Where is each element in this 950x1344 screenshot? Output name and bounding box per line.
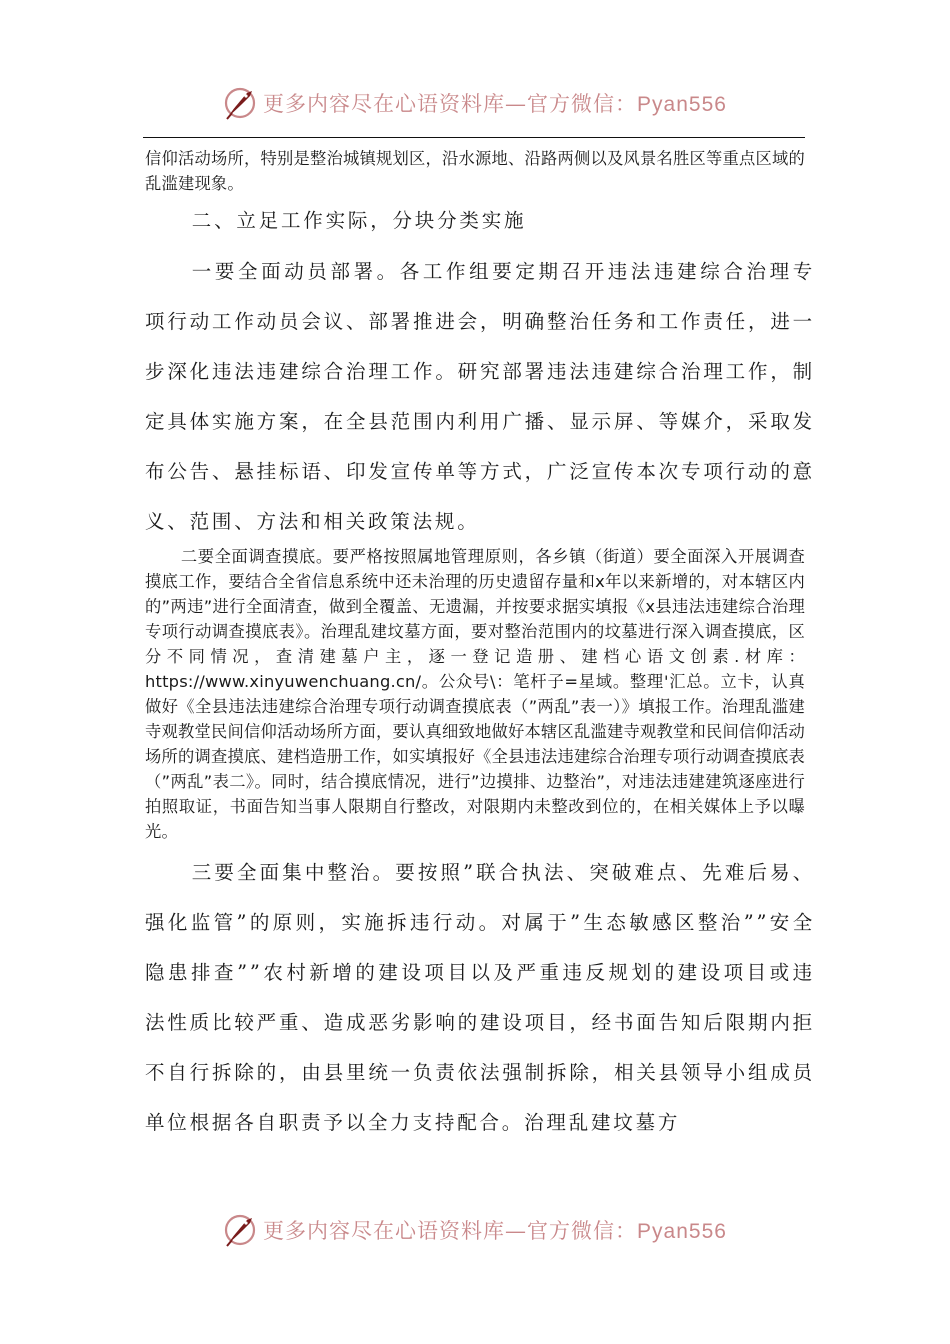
paragraph-mobilization: 一要全面动员部署。各工作组要定期召开违法违建综合治理专项行动工作动员会议、部署推进会，明确整治任务和工作责任，进一步深化违法违建综合治理工作。研究部署违法违建综合治理工作，制定具体实施方案，在全县范围内利用广播、显示屏、等媒介，采取发布公告、悬挂标语、印发宣传单等方式，广泛宣传本次专项行动的意义、范围、方法和相关政策法规。 [145,260,815,533]
header-banner [0,83,950,123]
pen-nib-logo-icon [223,1212,259,1248]
pen-nib-logo-icon [223,85,259,121]
header-divider [143,137,805,138]
paragraph-continuation: 信仰活动场所，特别是整治城镇规划区，沿水源地、沿路两侧以及风景名胜区等重点区域的乱滥建现象。 [145,149,805,193]
header-wechat-id: Pyan556 [637,93,727,116]
footer-banner-text: 更多内容尽在心语资料库—官方微信：Pyan556 [263,1219,727,1243]
section-heading-2: 二、立足工作实际，分块分类实施 [191,209,527,232]
footer-wechat-id: Pyan556 [637,1220,727,1243]
header-banner-text: 更多内容尽在心语资料库—官方微信：Pyan556 [263,92,727,116]
paragraph-rectification: 三要全面集中整治。要按照”联合执法、突破难点、先难后易、强化监管”的原则，实施拆违行动。对属于”生态敏感区整治””安全隐患排查””农村新增的建设项目以及严重违反规划的建设项目或违法性质比较严重、造成恶劣影响的建设项目，经书面告知后限期内拒不自行拆除的，由县里统一负责依法强制拆除，相关县领导小组成员单位根据各自职责予以全力支持配合。治理乱建坟墓方 [145,861,815,1134]
paragraph-survey: 二要全面调查摸底。要严格按照属地管理原则，各乡镇（街道）要全面深入开展调查摸底工作，要结合全省信息系统中还未治理的历史遗留存量和x年以来新增的，对本辖区内的”两违”进行全面清查，做到全覆盖、无遗漏，并按要求据实填报《x县违法违建综合治理专项行动调查摸底表》。治理乱建坟墓方面，要对整治范围内的坟墓进行深入调查摸底，区分不同情况，查清建墓户主，逐一登记造册、建档心语文创素.材库：https://www.xinyuwenchuang.cn/。公众号\：笔杆子=星域。整理'汇总。立卡，认真做好《全县违法违建综合治理专项行动调查摸底表（”两乱”表一）》填报工作。治理乱滥建寺观教堂民间信仰活动场所方面，要认真细致地做好本辖区乱滥建寺观教堂和民间信仰活动场所的调查摸底、建档造册工作，如实填报好《全县违法违建综合治理专项行动调查摸底表（”两乱”表二》。同时，结合摸底情况，进行”边摸排、边整治”，对违法违建建筑逐座进行拍照取证，书面告知当事人限期自行整改，对限期内未整改到位的，在相关媒体上予以曝光。 [145,547,805,841]
footer-banner [0,1210,950,1250]
